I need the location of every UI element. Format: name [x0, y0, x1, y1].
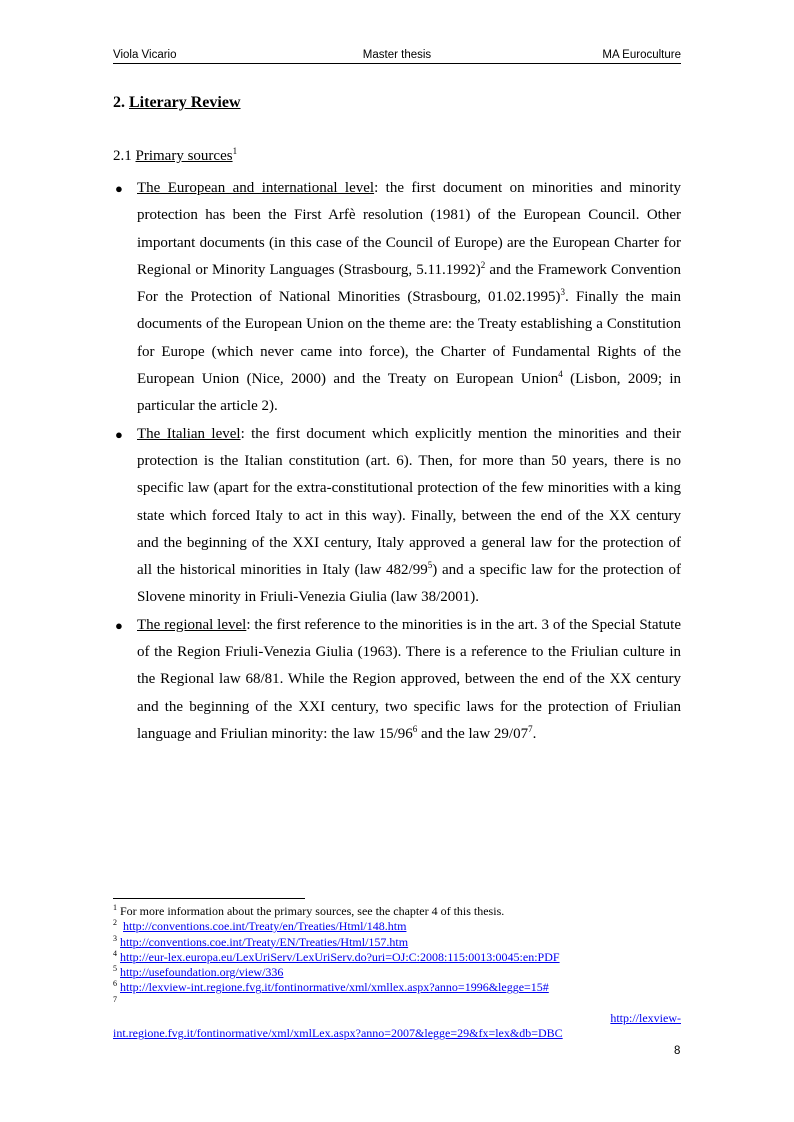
bullet-lead: The European and international level [137, 180, 375, 196]
bullet-lead: The Italian level [137, 425, 241, 442]
footnote-number: 1 [113, 903, 117, 912]
footnote-4 [113, 950, 681, 965]
footnote-ref[interactable]: 7 [528, 723, 533, 734]
footnote-link[interactable]: http://usefoundation.org/view/336 [120, 965, 284, 980]
subsection-number: 2.1 [113, 148, 136, 164]
section-number: 2. [113, 94, 129, 111]
footnote-number: 4 [113, 948, 117, 958]
page-header [113, 49, 681, 64]
header-author: Viola Vicario [113, 49, 177, 61]
footnote-3 [113, 935, 681, 950]
footnote-5 [113, 965, 681, 980]
bullet-text: ) and a specific law for the protection of Slovene minority in Friuli-Venezia Giulia (law 38/2001). [137, 562, 681, 606]
footnote-number: 7 [113, 994, 117, 1004]
footnote-1 [113, 904, 681, 919]
footnote-link[interactable]: http://lexview- [610, 1011, 681, 1026]
footnote-number: 3 [113, 933, 117, 943]
page-number: 8 [674, 1045, 681, 1057]
bullet-lead: The regional level [137, 616, 247, 633]
footnote-6 [113, 980, 681, 995]
bullet-list [113, 175, 681, 748]
section-title [113, 94, 241, 112]
bullet-text: . Finally the main documents of the European Union on the theme are: the Treaty establishing a Constitution for Europe (which never came into force), the Charter of Fundamental Rights of the European Union (Nice, 2000) and the Treaty on European Union [137, 289, 681, 388]
bullet-item-european [113, 175, 681, 421]
subsection-title: Primary sources [135, 148, 233, 164]
footnote-link[interactable]: http://conventions.coe.int/Treaty/EN/Treaties/Html/157.htm [120, 934, 409, 949]
footnote-link[interactable]: http://lexview-int.regione.fvg.it/fontinormative/xml/xmllex.aspx?anno=1996&legge=15# [120, 980, 549, 995]
footnote-link[interactable]: http://conventions.coe.int/Treaty/en/Treaties/Html/148.htm [123, 919, 407, 934]
footnote-separator [113, 898, 305, 899]
bullet-text: and the Framework Convention For the Protection of National Minorities (Strasbourg, 01.02.1995) [137, 261, 681, 306]
footnote-ref[interactable]: 4 [558, 369, 563, 380]
footnote-number: 6 [113, 979, 117, 989]
header-document-type: Master thesis [362, 49, 432, 61]
footnote-link[interactable]: int.regione.fvg.it/fontinormative/xml/xmlLex.aspx?anno=2007&legge=29&fx=lex&db=DBC [113, 1026, 563, 1041]
bullet-item-regional [113, 612, 681, 748]
footnote-ref[interactable]: 2 [480, 259, 486, 270]
footnote-2 [113, 919, 681, 934]
bullet-icon: ● [115, 181, 123, 196]
bullet-text: . [532, 725, 537, 742]
bullet-text: : the first reference to the minorities is in the art. 3 of the Special Statute of the Region Friuli-Venezia Giulia (1963). There is a reference to the Friulian culture in the Regional law 68/81. While the Region approved, between the end of the XX century and the beginning of the XXI century, two specific laws for the protection of Friulian language and Friulian minority: the law 15/96 [137, 616, 682, 742]
footnote-ref[interactable]: 6 [412, 723, 418, 734]
bullet-text: and the law 29/07 [417, 725, 529, 742]
section-title-text: Literary Review [129, 94, 241, 111]
footnote-number: 5 [113, 964, 117, 974]
bullet-text: : the first document on minorities and minority protection has been the First Arfè resolution (1981) of the European Council. Other important documents (in this case of the Council of Europe) are the European Charter for Regional or Minority Languages (Strasbourg, 5.11.1992) [137, 180, 681, 278]
bullet-text: : the first document which explicitly mention the minorities and their protection is the Italian constitution (art. 6). Then, for more than 50 years, there is no specific law (apart for the extra-constitutional protection of the few minorities with a king state which forced Italy to act in this way). Finally, between the end of the XX century and the beginning of the XXI century, Italy approved a general law for the protection of all the historical minorities in Italy (law 482/99 [137, 425, 681, 579]
footnote-7 [113, 996, 681, 1042]
footnote-ref[interactable]: 5 [427, 560, 433, 571]
header-program: MA Euroculture [602, 49, 681, 61]
footnote-link-line [113, 1011, 681, 1026]
footnote-number: 2 [113, 918, 117, 928]
bullet-text: (Lisbon, 2009; in particular the article 2). [137, 371, 682, 415]
subsection-heading [113, 148, 237, 165]
footnote-ref[interactable]: 1 [232, 146, 238, 156]
footnotes [113, 904, 681, 1042]
bullet-icon: ● [115, 617, 123, 633]
footnote-text: For more information about the primary sources, see the chapter 4 of this thesis. [120, 904, 505, 918]
footnote-ref[interactable]: 3 [560, 287, 565, 298]
footnote-number-line [113, 996, 681, 1011]
bullet-icon: ● [115, 426, 123, 442]
footnote-link-line [113, 1026, 681, 1041]
footnote-link[interactable]: http://eur-lex.europa.eu/LexUriServ/LexUriServ.do?uri=OJ:C:2008:115:0013:0045:en:PDF [120, 949, 560, 964]
bullet-item-italian [113, 421, 681, 612]
